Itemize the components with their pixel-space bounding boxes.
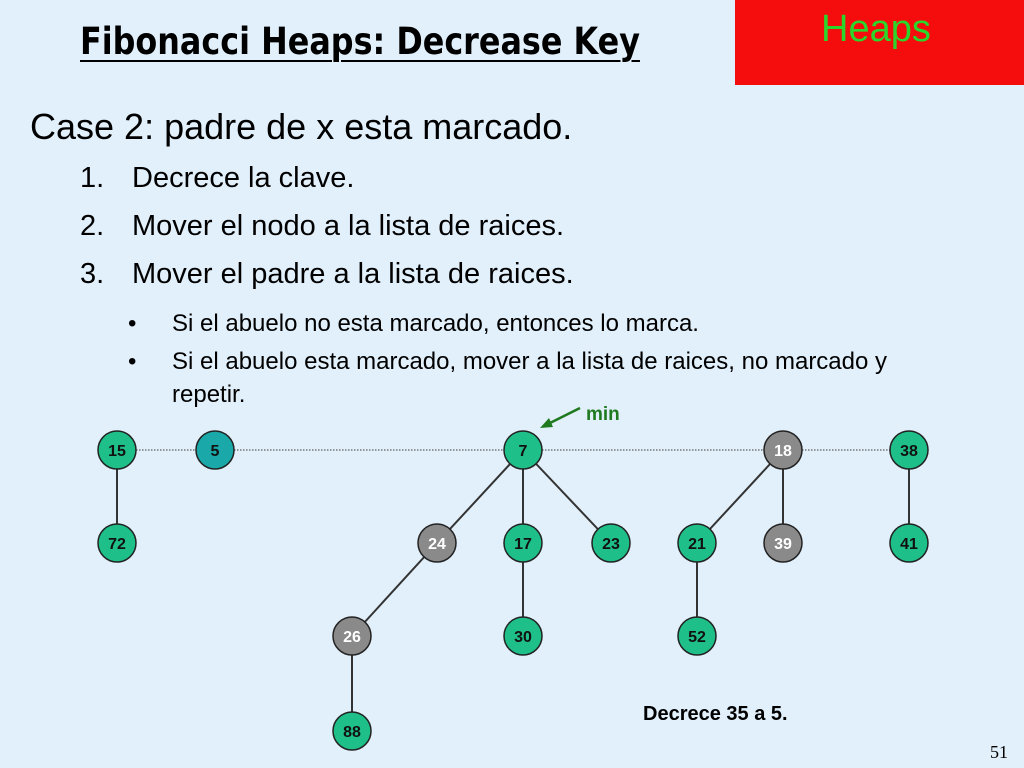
heap-node-24 (418, 524, 456, 562)
heap-node-26 (333, 617, 371, 655)
step-number: 1. (80, 162, 105, 194)
node-key: 18 (774, 443, 792, 460)
step-text: Mover el padre a la lista de raices. (132, 258, 574, 290)
node-key: 38 (900, 443, 918, 460)
min-pointer (540, 404, 620, 428)
case-heading: Case 2: padre de x esta marcado. (30, 106, 573, 147)
step-number: 2. (80, 210, 105, 242)
bullet-text: Si el abuelo esta marcado, mover a la lista de raices, no marcado y repetir. (172, 348, 888, 408)
bullet-text: Si el abuelo no esta marcado, entonces lo marca. (172, 310, 699, 337)
heap-node-5 (196, 431, 234, 469)
page-number: 51 (990, 742, 1008, 762)
heap-node-39 (764, 524, 802, 562)
node-key: 24 (428, 536, 446, 553)
node-key: 26 (343, 629, 361, 646)
node-key: 21 (688, 536, 706, 553)
bullet-dot: • (128, 310, 137, 337)
bullet-dot: • (128, 348, 137, 375)
step-text: Decrece la clave. (132, 162, 355, 194)
heap-node-18 (764, 431, 802, 469)
node-key: 30 (514, 629, 532, 646)
tree-nodes (98, 431, 928, 750)
heap-node-41 (890, 524, 928, 562)
diagram-caption: Decrece 35 a 5. (643, 703, 788, 725)
heap-node-88 (333, 712, 371, 750)
min-arrow-head (540, 418, 553, 428)
node-key: 17 (514, 536, 532, 553)
heap-node-52 (678, 617, 716, 655)
heap-node-7 (504, 431, 542, 469)
node-key: 15 (108, 443, 126, 460)
heap-node-30 (504, 617, 542, 655)
heap-node-17 (504, 524, 542, 562)
min-label: min (586, 404, 620, 425)
heap-node-21 (678, 524, 716, 562)
heap-node-72 (98, 524, 136, 562)
tree-edges (117, 450, 909, 731)
node-key: 41 (900, 536, 918, 553)
node-key: 7 (518, 443, 528, 460)
step-number: 3. (80, 258, 105, 290)
node-key: 23 (602, 536, 620, 553)
min-arrow (548, 408, 580, 424)
heap-node-38 (890, 431, 928, 469)
step-text: Mover el nodo a la lista de raices. (132, 210, 564, 242)
node-key: 39 (774, 536, 792, 553)
heap-node-15 (98, 431, 136, 469)
node-key: 52 (688, 629, 706, 646)
node-key: 88 (343, 724, 361, 741)
section-tag: Heaps (821, 8, 931, 50)
heap-node-23 (592, 524, 630, 562)
node-key: 72 (108, 536, 126, 553)
slide-title: Fibonacci Heaps: Decrease Key (80, 20, 640, 63)
node-key: 5 (210, 443, 220, 460)
